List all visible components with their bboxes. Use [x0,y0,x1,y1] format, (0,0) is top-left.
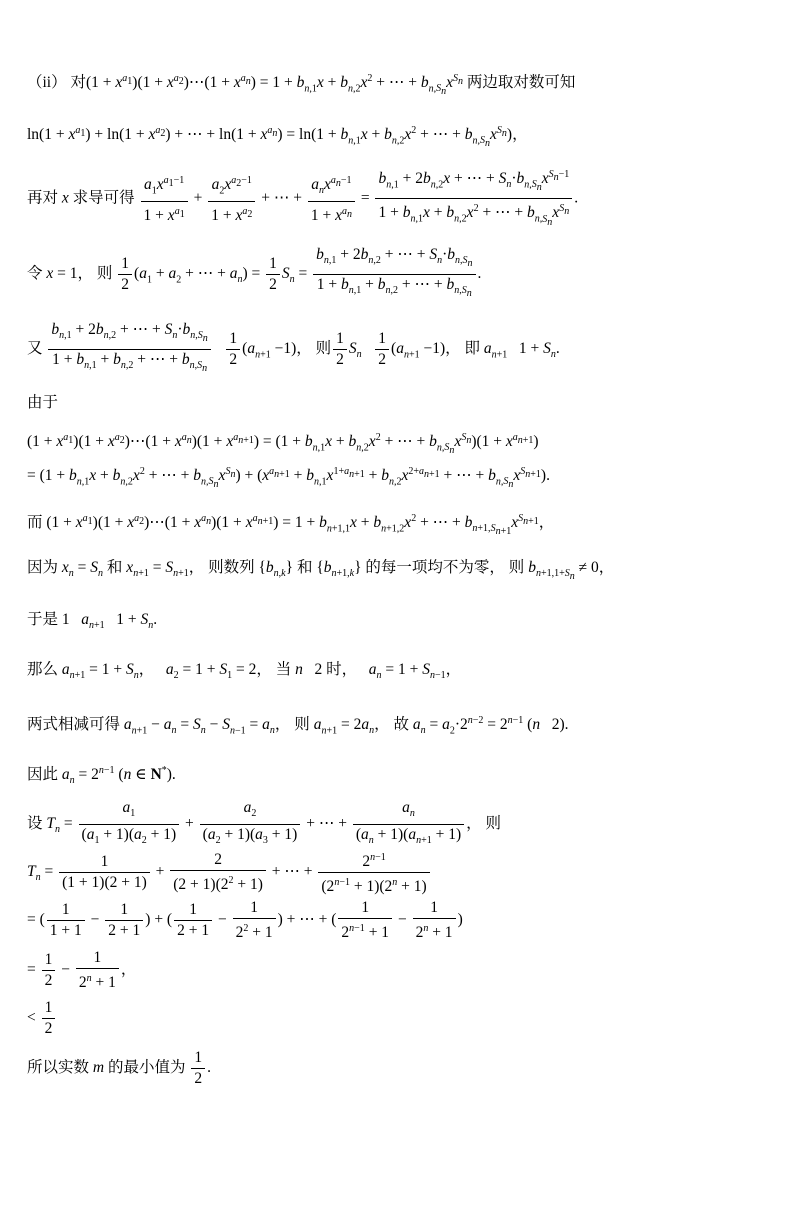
fraction: $\frac{b_{n,1} + 2b_{n,2}x + \cdots + S_n\cdot b_{n,S_n}x^{S_n-1}}{1 + b_{n,1}x + b_{n,2}x^2 + \cdots + b_{n,S_n}x^{S_n}}$ [375,165,572,233]
text-line-10: 因为 $x_n = S_n$ 和 $x_{n+1} = S_{n+1}$， 则数列 $\{b_{n,k}\}$ 和 $\{b_{n+1,k}\}$ 的每一项均不为零， 则 $b_{n+1,1+S_n} \ne 0$， [27,559,615,583]
text-line-9: 而 $(1 + x^{a_1})(1$ + $x^{a_2})\cdots(1 + x^{a_n})(1 + x^{a_{n+1}}) = 1 + b_{n+1,1}x + b_{n+1,2}x^2$ + ⋯ + $b_{n+1,S_{n+1}}x^{S_{n+1}}$， [27,513,555,538]
fraction: $\frac{1}{2}$ [333,329,347,370]
fraction: $\frac{1}{2}$ [266,254,280,295]
fraction: $\frac{1}{2}$ [191,1048,205,1089]
fraction: $\frac{1}{2 + 1}$ [105,900,143,941]
fraction: $\frac{1}{2}$ [42,950,56,991]
fraction: $\frac{1}{2^n + 1}$ [413,898,456,943]
text-line-11: 于是 1 $a_{n+1}$ $1 + S_n$. [27,611,158,632]
fraction: $\frac{1}{2}$ [42,998,56,1039]
text-line-1: （ii） 对$(1 + x^{a_1})(1$ + $x^{a_2})\cdots(1 + x^{a_n}) = 1 + b_{n,1}x + b_{n,2}x^2$ + ⋯ + $b_{n,S_n}x^{S_n}$ 两边取对数可知 [27,73,576,98]
fraction: $\frac{2^{n-1}}{(2^{n-1} + 1)(2^n + 1)}$ [318,848,429,897]
fraction: $\frac{a_nx^{a_n-1}}{1 + x^{a_n}}$ [308,171,355,226]
fraction: $\frac{a_2x^{a_2-1}}{1 + x^{a_2}}$ [208,171,255,226]
text-line-2: $\ln(1 + x^{a_1}) + \ln(1 + x^{a_2})$ + ⋯ + $\ln(1 + x^{a_n}) = \ln(1 + b_{n,1}x + b_{n,2}x^2$ + ⋯ + $b_{n,S_n}x^{S_n}$)， [27,125,528,150]
fraction: $\frac{a_1x^{a_1-1}}{1 + x^{a_1}}$ [141,171,188,226]
text-line-18: = $\frac{1}{2}$ − $\frac{1}{2^n + 1}$ ， [27,949,137,992]
text-line-3: 再对 x 求导可得 $\frac{a_1x^{a_1-1}}{1 + x^{a_1}}$ + $\frac{a_2x^{a_2-1}}{1 + x^{a_2}}$ + ⋯ + $\frac{a_nx^{a_n-1}}{1 + x^{a_n}}$ = $\frac{b_{n,1} + 2b_{n,2}x + \cdots + S_n\cdot b_{n,S_n}x^{S_n-1}}{1 + b_{n,1}x + b_{n,2}x^2 + \cdots + b_{n,S_n}x^{S_n}}$ . [27,165,578,233]
text-line-15: 设 $T_n$ = $\frac{a_1}{(a_1 + 1)(a_2 + 1)}$ + $\frac{a_2}{(a_2 + 1)(a_3 + 1)}$ + ⋯ + $\frac{a_n}{(a_n + 1)(a_{n+1} + 1)}$ ， 则 [27,798,501,851]
text-line-12: 那么 $a_{n+1} = 1 + S_n$， $a_2 = 1 + S_1 = 2$， 当 n 2 时， $a_n = 1 + S_{n-1}$， [27,661,462,682]
fraction: $\frac{1}{2^2 + 1}$ [233,898,276,943]
text-line-19: < $\frac{1}{2}$ [27,998,57,1039]
fraction: $\frac{1}{2}$ [375,329,389,370]
text-line-16: $T_n$ = $\frac{1}{(1 + 1)(2 + 1)}$ + $\frac{2}{(2 + 1)(2^2 + 1)}$ + ⋯ + $\frac{2^{n-1}}{(2^{n-1} + 1)(2^n + 1)}$ [27,848,432,897]
fraction: $\frac{1}{2 + 1}$ [174,900,212,941]
text-line-20: 所以实数 m 的最小值为 $\frac{1}{2}$ . [27,1049,211,1087]
text-line-8: = ($1 + b_{n,1}x + b_{n,2}x^2$ + ⋯ + $b_{n,S_n}x^{S_n}) + (x^{a_{n+1}} + b_{n,1}x^{1+a_{n+1}} + b_{n,2}x^{2+a_{n+1}}$ + ⋯ + $b_{n,S_n}x^{S_{n+1}}$). [27,466,550,491]
fraction: $\frac{b_{n,1} + 2b_{n,2} + \cdots + S_n\cdot b_{n,S_n}}{1 + b_{n,1} + b_{n,2} + \cdots + b_{n,S_n}}$ [48,320,210,379]
text-line-4: 令 x = 1， 则 $\frac{1}{2}$ ($a_1 + a_2$ + ⋯ + $a_n$) = $\frac{1}{2}$ $S_n$ = $\frac{b_{n,1} + 2b_{n,2} + \cdots + S_n\cdot b_{n,S_n}}{1 + b_{n,1} + b_{n,2} + \cdots + b_{n,S_n}}$ . [27,245,481,304]
text-line-14: 因此 $a_n = 2^{n-1}$ (n ∈ N*). [27,765,176,787]
fraction: $\frac{1}{2}$ [226,329,240,370]
fraction: $\frac{1}{1 + 1}$ [47,900,85,941]
fraction: $\frac{a_n}{(a_n + 1)(a_{n+1} + 1)}$ [353,798,464,851]
fraction: $\frac{1}{2^n + 1}$ [76,948,119,993]
fraction: $\frac{1}{2^{n-1} + 1}$ [338,898,392,943]
fraction: $\frac{b_{n,1} + 2b_{n,2} + \cdots + S_n\cdot b_{n,S_n}}{1 + b_{n,1} + b_{n,2} + \cdots + b_{n,S_n}}$ [313,245,475,304]
text-line-17: = ( $\frac{1}{1 + 1}$ − $\frac{1}{2 + 1}$ ) + ( $\frac{1}{2 + 1}$ − $\frac{1}{2^2 + 1}$ ) + ⋯ + ( $\frac{1}{2^{n-1} + 1}$ − $\frac{1}{2^n + 1}$ ) [27,899,463,942]
fraction: $\frac{1}{(1 + 1)(2 + 1)}$ [59,852,150,893]
fraction: $\frac{a_1}{(a_1 + 1)(a_2 + 1)}$ [79,798,180,851]
text-line-7: $(1 + x^{a_1})(1$ + $x^{a_2})\cdots(1 + x^{a_n})(1 + x^{a_{n+1}}) = (1 + b_{n,1}x + b_{n,2}x^2$ + ⋯ + $b_{n,S_n}x^{S_n})(1 + x^{a_{n+1}})$ [27,432,539,457]
fraction: $\frac{1}{2}$ [118,254,132,295]
text-line-6: 由于 [27,394,59,411]
text-line-5: 又 $\frac{b_{n,1} + 2b_{n,2} + \cdots + S_n\cdot b_{n,S_n}}{1 + b_{n,1} + b_{n,2} + \cdots + b_{n,S_n}}$ $\frac{1}{2}$ $(a_{n+1} -1)$， 则 $\frac{1}{2}$ $S_n$ $\frac{1}{2}$ $(a_{n+1} -1)$， 即 $a_{n+1}$ $1 + S_n$. [27,320,560,379]
fraction: $\frac{a_2}{(a_2 + 1)(a_3 + 1)}$ [200,798,301,851]
fraction: $\frac{2}{(2 + 1)(2^2 + 1)}$ [170,850,266,895]
text-line-13: 两式相减可得 $a_{n+1} - a_n = S_n - S_{n-1} = a_n$， 则 $a_{n+1} = 2a_n$， 故 $a_n = a_2\cdot 2^{n-2} = 2^{n-1}$ (n 2). [27,715,569,737]
